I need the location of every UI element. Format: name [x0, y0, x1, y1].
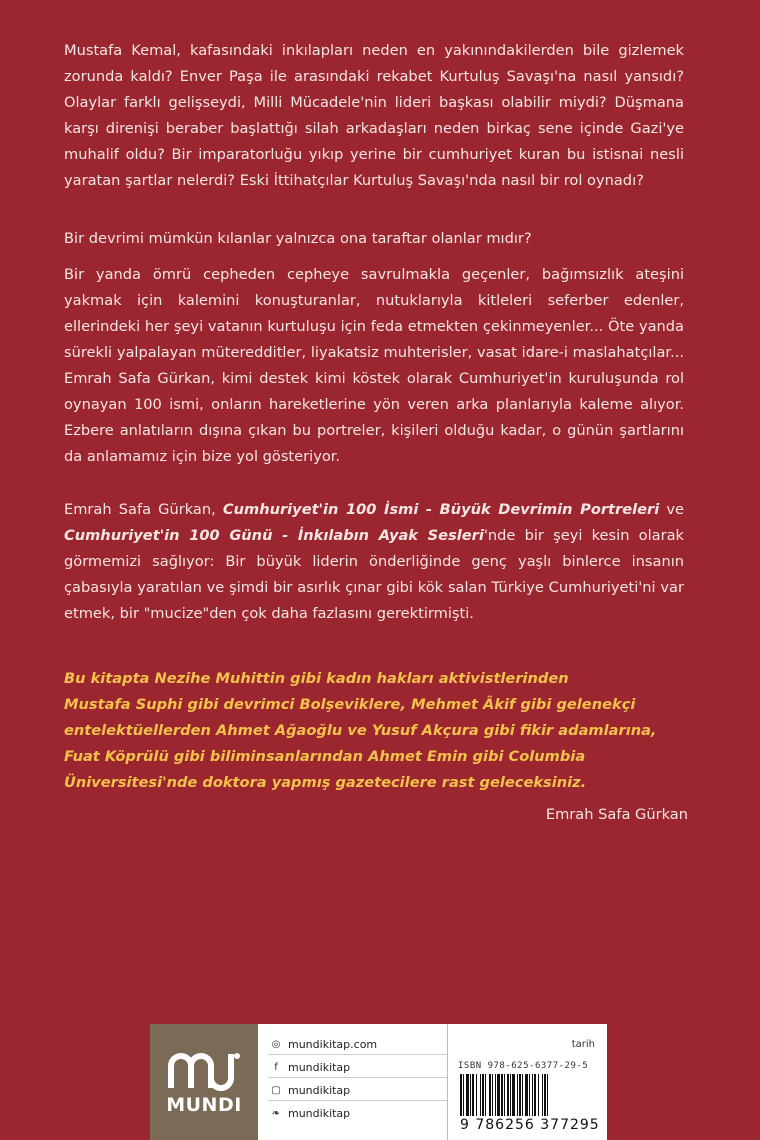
- mundi-logo-icon: [165, 1048, 243, 1092]
- series-paragraph: [64, 497, 684, 627]
- barcode-bar: [547, 1074, 548, 1116]
- facebook-icon: f: [274, 1061, 278, 1073]
- barcode-bar: [472, 1074, 474, 1116]
- barcode-bar: [489, 1074, 491, 1116]
- barcode-bar: [544, 1074, 546, 1116]
- intro-paragraph: Mustafa Kemal, kafasındaki inkılapları neden en yakınındakilerden bile gizlemek zorunda kaldı? Enver Paşa ile arasındaki rekabet Kurtuluş Savaşı'na nasıl yansıdı? Olaylar farklı gelişseydi, Milli Mücadele'nin lideri başkası olabilir miydi? Düşmana karşı direnişi beraber başlattığı silah arkadaşları neden birkaç sene içinde Gazi'ye muhalif oldu? Bir imparatorluğu yıkıp yerine bir cumhuriyet kuran bu istisnai nesli yaratan şartlar nelerdi? Eski İttihatçılar Kurtuluş Savaşı'nda nasıl bir rol oynadı?: [64, 42, 684, 189]
- barcode-digits: 9 786256 377295: [460, 1117, 600, 1133]
- barcode-bar: [538, 1074, 539, 1116]
- barcode-bar: [507, 1074, 509, 1116]
- globe-icon: ◎: [271, 1038, 281, 1050]
- series-text-2: ve: [659, 501, 684, 518]
- barcode-bar: [466, 1074, 469, 1116]
- barcode-bar: [512, 1074, 515, 1116]
- social-links: [258, 1024, 448, 1140]
- question-paragraph: Bir devrimi mümkün kılanlar yalnızca ona taraftar olanlar mıdır?: [64, 230, 532, 247]
- barcode-bar: [542, 1074, 543, 1116]
- barcode-bar: [519, 1074, 521, 1116]
- barcode-bar: [534, 1074, 536, 1116]
- back-cover-footer: [150, 1024, 607, 1140]
- highlight-quote: [64, 666, 704, 796]
- isbn-block: [448, 1024, 607, 1140]
- barcode-bar: [510, 1074, 511, 1116]
- book-title-1: Cumhuriyet'in 100 İsmi - Büyük Devrimin Portreleri: [222, 501, 660, 518]
- barcode-bar: [504, 1074, 505, 1116]
- barcode-bar: [495, 1074, 496, 1116]
- barcode-bar: [482, 1074, 484, 1116]
- quote-line: Bu kitapta Nezihe Muhittin gibi kadın hakları aktivistlerinden: [64, 670, 569, 687]
- barcode-bar: [501, 1074, 503, 1116]
- barcode-bar: [485, 1074, 486, 1116]
- quote-line: Mustafa Suphi gibi devrimci Bolşeviklere, Mehmet Âkif gibi gelenekçi: [64, 696, 636, 713]
- book-title-2: Cumhuriyet'in 100 Günü - İnkılabın Ayak Sesleri: [64, 527, 484, 544]
- quote-line: Üniversitesi'nde doktora yapmış gazetecilere rast geleceksiniz.: [64, 774, 587, 791]
- twitter-text: mundikitap: [288, 1106, 351, 1120]
- series-text-3: 'nde bir şeyi kesin olarak görmemizi sağlıyor: Bir büyük liderin önderliğinde genç yaşlı binlerce insanın çabasıyla yaratılan ve şimdi bir asırlık çınar gibi kök salan Türkiye Cumhuriyeti'ni var etmek, bir "mucize"den çok daha fazlasını gerektirmişti.: [64, 527, 684, 622]
- barcode: [458, 1074, 598, 1118]
- website-link[interactable]: [268, 1034, 447, 1055]
- barcode-bar: [522, 1074, 523, 1116]
- barcode-bar: [532, 1074, 533, 1116]
- barcode-bar: [525, 1074, 528, 1116]
- quote-author: Emrah Safa Gürkan: [545, 806, 688, 823]
- barcode-bar: [470, 1074, 471, 1116]
- website-text: mundikitap.com: [288, 1037, 378, 1051]
- quote-line: entelektüellerden Ahmet Ağaoğlu ve Yusuf Akçura gibi fikir adamlarına,: [64, 722, 657, 739]
- publisher-logo: [150, 1024, 258, 1140]
- barcode-bar: [480, 1074, 481, 1116]
- publisher-name: MUNDI: [166, 1094, 242, 1116]
- instagram-icon: ▢: [271, 1084, 281, 1096]
- barcode-bar: [497, 1074, 500, 1116]
- facebook-text: mundikitap: [288, 1060, 351, 1074]
- barcode-bar: [529, 1074, 530, 1116]
- barcode-bar: [492, 1074, 493, 1116]
- barcode-bar: [476, 1074, 477, 1116]
- description-paragraph: Bir yanda ömrü cepheden cepheye savrulmakla geçenler, bağımsızlık ateşini yakmak için kalemini konuşturanlar, nutuklarıyla kitleleri seferber edenler, ellerindeki her şeyi vatanın kurtuluşu için feda etmekten çekinmeyenler... Öte yanda sürekli yalpalayan müteredditler, liyakatsiz muhterisler, vasat idare-i maslahatçılar... Emrah Safa Gürkan, kimi destek kimi köstek olarak Cumhuriyet'in kuruluşunda rol oynayan 100 ismi, onların hareketlerine yön veren arka planlarıyla kaleme alıyor. Ezbere anlatıların dışına çıkan bu portreler, kişileri olduğu kadar, o günün şartlarını da anlamamız için bize yol gösteriyor.: [64, 266, 684, 465]
- quote-line: Fuat Köprülü gibi biliminsanlarından Ahmet Emin gibi Columbia: [64, 748, 586, 765]
- category-label: tarih: [571, 1039, 595, 1050]
- isbn-text: ISBN 978-625-6377-29-5: [458, 1061, 589, 1071]
- twitter-icon: ❧: [271, 1107, 281, 1119]
- instagram-text: mundikitap: [288, 1083, 351, 1097]
- barcode-bar: [463, 1074, 464, 1116]
- twitter-link[interactable]: [268, 1103, 447, 1123]
- facebook-link[interactable]: [268, 1057, 447, 1078]
- barcode-bar: [517, 1074, 518, 1116]
- series-text-1: Emrah Safa Gürkan,: [64, 501, 223, 518]
- barcode-bar: [460, 1074, 462, 1116]
- instagram-link[interactable]: [268, 1080, 447, 1101]
